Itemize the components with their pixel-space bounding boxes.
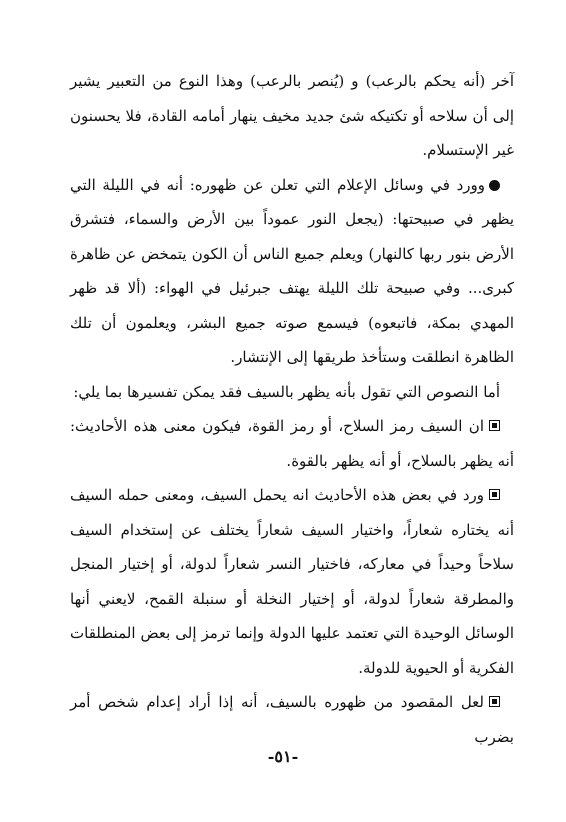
paragraph-2 bbox=[70, 168, 514, 375]
paragraph-5-text: ورد في بعض هذه الأحاديث انه يحمل السيف، ومعنى حمله السيف أنه يختاره شعاراً، واختيار السيف شعاراً يختلف عن إستخدام السيف سلاحاً وحيداً في معاركه، فاختيار النسر شعاراً لدولة، أو إختيار المنجل والمطرقة شعاراً لدولة، أو إختيار النخلة أو سنبلة القمح، لايعني أنها الوسائل الوحيدة التي تعتمد عليها الدولة وإنما ترمز إلى بعض المنطلقات الفكرية أو الحيوية للدولة. bbox=[70, 486, 514, 677]
page-number: -٥١- bbox=[267, 747, 299, 766]
paragraph-6 bbox=[70, 685, 514, 754]
bullet-dot-icon bbox=[489, 180, 500, 191]
paragraph-2-text: وورد في وسائل الإعلام التي تعلن عن ظهوره: أنه في الليلة التي يظهر في صبيحتها: (يجعل النور عموداً بين الأرض والسماء، فتشرق الأرض بنور ربها كالنهار) ويعلم جميع الناس أن الكون يتمخض عن ظاهرة كبرى... وفي صبيحة تلك الليلة يهتف جبرئيل في الهواء: (ألا قد ظهر المهدي بمكة، فاتبعوه) فيسمع صوته جميع البشر، ويعلمون أن تلك الظاهرة انطلقت وستأخذ طريقها إلى الإنتشار. bbox=[70, 175, 514, 366]
paragraph-3 bbox=[70, 375, 514, 410]
square-bullet-icon bbox=[489, 696, 500, 707]
paragraph-1-text: آخر (أنه يحكم بالرعب) و (يُنصر بالرعب) وهذا النوع من التعبير يشير إلى أن سلاحه أو تكتيكه شئ جديد مخيف ينهار أمامه القادة، فلا يحسنون غير الإستسلام. bbox=[70, 72, 514, 159]
paragraph-4-text: ان السيف رمز السلاح، أو رمز القوة، فيكون معنى هذه الأحاديث: أنه يظهر بالسلاح، أو أنه يظهر بالقوة. bbox=[70, 417, 514, 470]
paragraph-3-text: أما النصوص التي تقول بأنه يظهر بالسيف فقد يمكن تفسيرها بما يلي: bbox=[73, 382, 500, 401]
page-body bbox=[70, 64, 514, 754]
paragraph-1 bbox=[70, 64, 514, 168]
square-bullet-icon bbox=[489, 489, 500, 500]
paragraph-6-text: لعل المقصود من ظهوره بالسيف، أنه إذا أراد إعدام شخص أمر بضرب bbox=[70, 693, 514, 746]
paragraph-4 bbox=[70, 409, 514, 478]
square-bullet-icon bbox=[489, 420, 500, 431]
paragraph-5 bbox=[70, 478, 514, 685]
